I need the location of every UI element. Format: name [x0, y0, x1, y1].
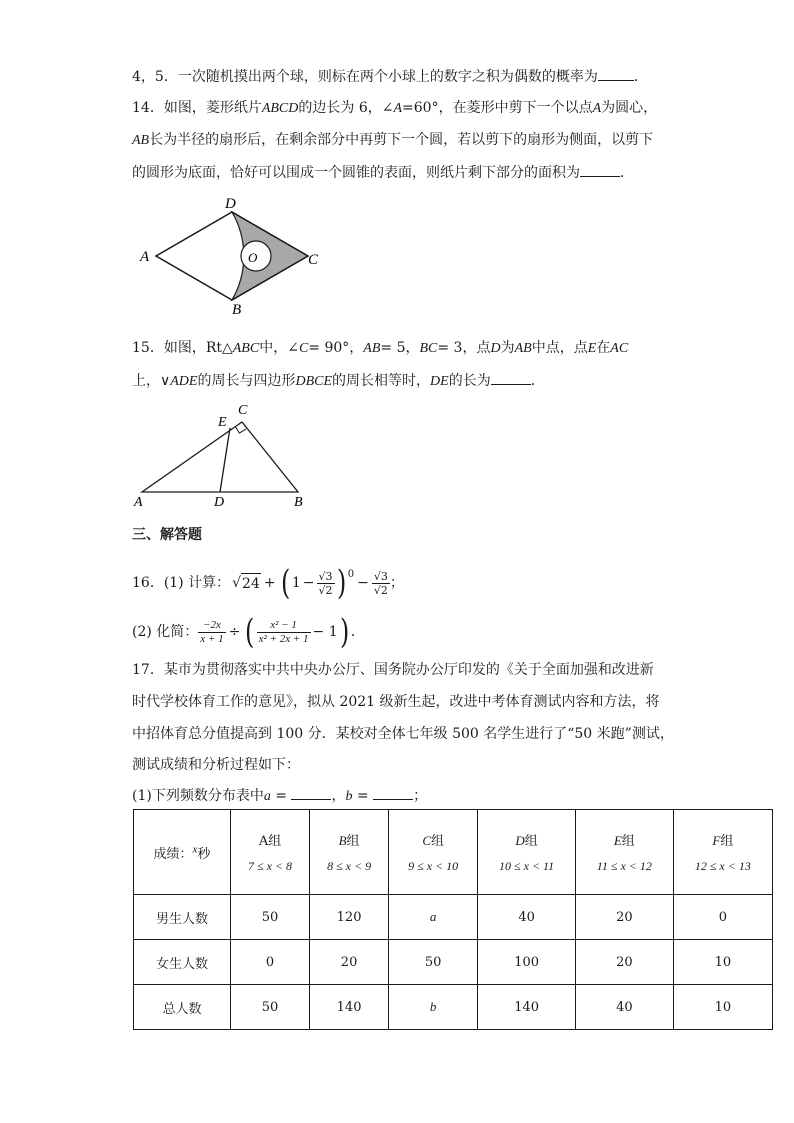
right-angle-mark	[235, 426, 246, 433]
label-B2: B	[294, 495, 303, 510]
q13-tail-line: 4，5．一次随机摸出两个球，则标在两个小球上的数字之积为偶数的概率为 ．	[132, 66, 648, 87]
q17-line-2: 时代学校体育工作的意见》，拟从 2021 级新生起，改进中考体育测试内容和方法，将	[132, 694, 660, 710]
q14-line-2: AB长为半径的扇形后，在剩余部分中再剪下一个圆，若以剪下的扇形为侧面，以剪下	[132, 132, 654, 148]
label-D2: D	[214, 495, 225, 510]
table-row: 女生人数 0 20 50 100 20 10	[134, 940, 773, 985]
label-D: D	[225, 196, 236, 212]
q15-line-2: 上，∨ADE的周长与四边形DBCE的周长相等时，DE的长为 ．	[132, 370, 545, 392]
header-label-cell: 成绩：$^x$秒	[134, 810, 231, 895]
q16-part2: (2) 化简： $\frac{-2x}{x + 1}$ ÷ ( $\frac{\text{x² − 1}}{\text{x² + 2x + 1}}$ − 1 ) ．	[132, 612, 365, 652]
label-A: A	[140, 249, 150, 265]
section-heading: 三、解答题	[132, 527, 202, 543]
group-header-E: E组 11 ≤ x < 12	[575, 810, 673, 895]
q14-answer-blank	[580, 162, 620, 177]
b-answer-blank	[373, 785, 413, 800]
q17-line-4: 测试成绩和分析过程如下：	[132, 757, 300, 773]
triangle-figure	[132, 400, 312, 512]
q17-line-3: 中招体育总分值提高到 100 分．某校对全体七年级 500 名学生进行了“50 米跑”测试，	[132, 726, 674, 742]
triangle-abc	[142, 422, 298, 492]
label-O: O	[248, 250, 258, 265]
frac-x2: $\frac{\text{x² − 1}}{\text{x² + 2x + 1}}$	[258, 618, 309, 645]
frac-sqrt3-over-sqrt2: $\frac{√3}{√2}$	[318, 569, 333, 597]
frequency-table	[133, 809, 773, 1030]
q15-line-1: 15．如图，Rt△ABC中，∠C= 90°，AB= 5，BC= 3，点D为AB中点，点E在AC	[132, 340, 629, 356]
table-row: 男生人数 50 120 a 40 20 0	[134, 895, 773, 940]
label-A2: A	[134, 495, 143, 510]
table-row: 总人数 50 140 b 140 40 10	[134, 985, 773, 1030]
group-header-B: B组 8 ≤ x < 9	[310, 810, 389, 895]
group-header-C: C组 9 ≤ x < 10	[389, 810, 478, 895]
table-header-row	[134, 810, 773, 895]
q17-sub1: (1)下列频数分布表中a = ，b = ；	[132, 785, 427, 807]
q14-line-1: 14．如图，菱形纸片ABCD的边长为 6，∠A=60°，在菱形中剪下一个以点A为圆心，	[132, 100, 658, 116]
label-E2: E	[218, 415, 227, 430]
group-header-D: D组 10 ≤ x < 11	[478, 810, 576, 895]
frac-sqrt3-over-sqrt2-b: $\frac{√3}{√2}$	[373, 569, 388, 597]
label-C2: C	[238, 403, 248, 418]
segment-de	[220, 428, 230, 492]
a-answer-blank	[291, 785, 331, 800]
frac-neg2x: $\frac{-2x}{x + 1}$	[200, 618, 224, 645]
group-header-A: A组 7 ≤ x < 8	[231, 810, 310, 895]
group-header-F: F组 12 ≤ x < 13	[673, 810, 772, 895]
label-B: B	[232, 302, 242, 318]
q13-answer-blank	[598, 66, 634, 81]
q16-part1: 16．(1) 计算： √ 24 + ( 1 − $\frac{√3}{√2}$ ) 0 − $\frac{√3}{√2}$ ；	[132, 563, 404, 603]
q14-line-3: 的圆形为底面，恰好可以围成一个圆锥的表面，则纸片剩下部分的面积为 ．	[132, 162, 634, 183]
rhombus-figure	[138, 192, 328, 318]
sqrt24: 24	[241, 573, 261, 594]
q17-line-1: 17．某市为贯彻落实中共中央办公厅、国务院办公厅印发的《关于全面加强和改进新	[132, 662, 654, 678]
label-C: C	[308, 252, 319, 268]
q15-answer-blank	[491, 370, 531, 385]
q13-tail-text: 4，5．一次随机摸出两个球，则标在两个小球上的数字之积为偶数的概率为	[132, 69, 598, 85]
